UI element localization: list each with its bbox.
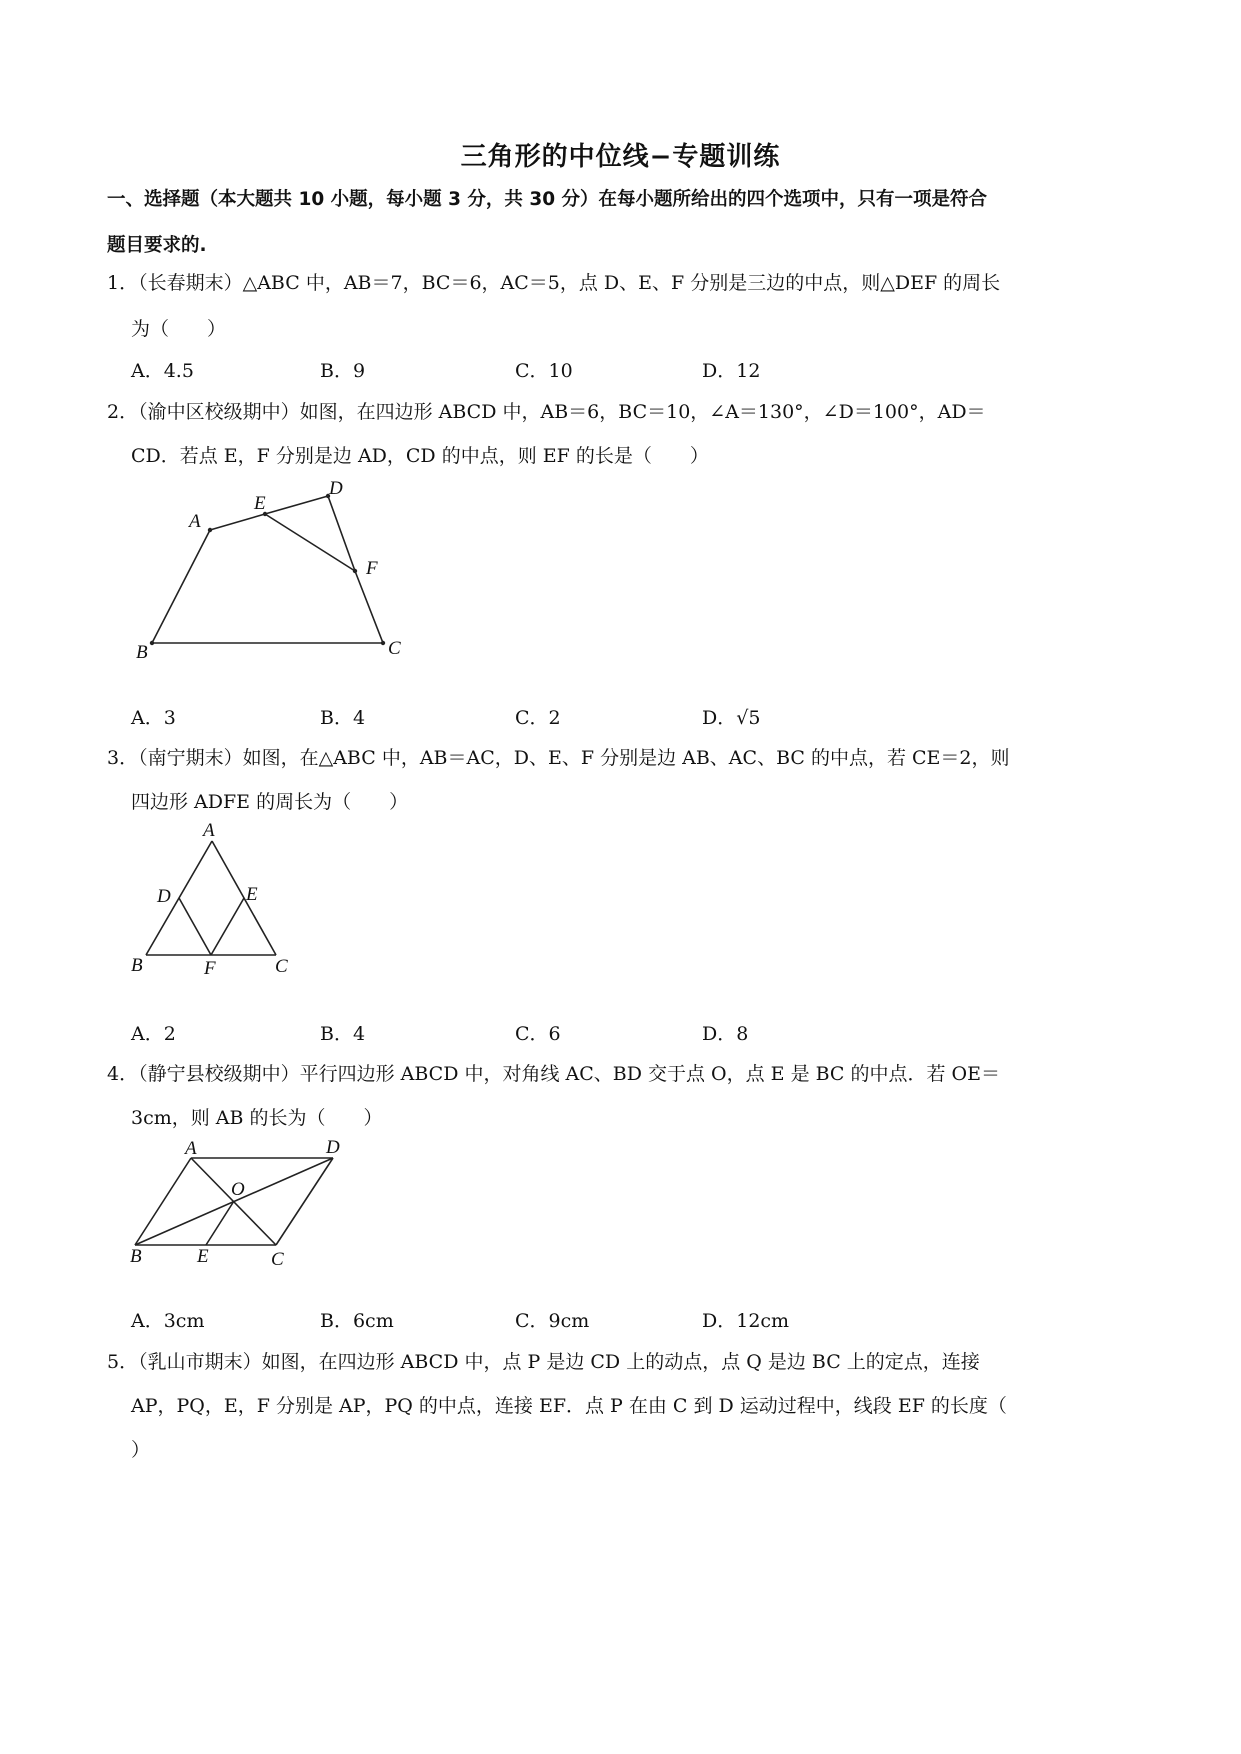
- question-4-option-a: A．3cm: [131, 1310, 205, 1332]
- question-3-line1: 3．（南宁期末）如图，在△ABC 中，AB＝AC，D、E、F 分别是边 AB、AC、BC 的中点，若 CE＝2，则: [107, 747, 1010, 769]
- question-3-line2: 四边形 ADFE 的周长为（ ）: [131, 791, 409, 813]
- question-1-line2: 为（ ）: [131, 318, 227, 340]
- figure-2-label-a: A: [189, 511, 201, 532]
- figure-4-label-a: A: [185, 1138, 197, 1159]
- quadrilateral-abcd-figure: [136, 478, 401, 663]
- question-3-option-c: C．6: [515, 1023, 561, 1045]
- figure-3-label-f: F: [204, 958, 216, 979]
- figure-3-label-e: E: [246, 884, 258, 905]
- section-heading-line1: 一、选择题（本大题共 10 小题，每小题 3 分，共 30 分）在每小题所给出的四个选项中，只有一项是符合: [107, 189, 988, 210]
- question-3-option-b: B．4: [320, 1023, 366, 1045]
- figure-3-label-d: D: [157, 886, 171, 907]
- figure-2-label-d: D: [329, 478, 343, 499]
- question-3-option-a: A．2: [131, 1023, 176, 1045]
- question-4-figure: [130, 1137, 340, 1270]
- question-4-option-b: B．6cm: [320, 1310, 394, 1332]
- section-heading-line2: 题目要求的.: [107, 235, 207, 256]
- figure-3-label-b: B: [131, 955, 143, 976]
- question-1-option-a: A．4.5: [131, 360, 194, 382]
- question-2-line1: 2．（渝中区校级期中）如图，在四边形 ABCD 中，AB＝6，BC＝10，∠A＝130°，∠D＝100°，AD＝: [107, 401, 986, 423]
- question-4-line1: 4．（静宁县校级期中）平行四边形 ABCD 中，对角线 AC、BD 交于点 O，点 E 是 BC 的中点．若 OE＝: [107, 1063, 1000, 1085]
- question-4-option-c: C．9cm: [515, 1310, 590, 1332]
- question-1-line1: 1．（长春期末）△ABC 中，AB＝7，BC＝6，AC＝5，点 D、E、F 分别是三边的中点，则△DEF 的周长: [107, 272, 1001, 294]
- figure-4-label-d: D: [326, 1137, 340, 1158]
- figure-4-label-o: O: [231, 1179, 245, 1200]
- question-5-line2: AP，PQ，E，F 分别是 AP，PQ 的中点，连接 EF．点 P 在由 C 到 D 运动过程中，线段 EF 的长度（: [131, 1395, 1007, 1417]
- figure-2-label-f: F: [366, 558, 378, 579]
- figure-3-label-a: A: [203, 820, 215, 841]
- question-4-option-d: D．12cm: [702, 1310, 790, 1332]
- figure-4-label-c: C: [271, 1249, 284, 1270]
- figure-4-label-b: B: [130, 1246, 142, 1267]
- question-2-line2: CD．若点 E，F 分别是边 AD，CD 的中点，则 EF 的长是（ ）: [131, 445, 709, 467]
- question-5-line1: 5．（乳山市期末）如图，在四边形 ABCD 中，点 P 是边 CD 上的动点，点 Q 是边 BC 上的定点，连接: [107, 1351, 980, 1373]
- page-title: 三角形的中位线−专题训练: [460, 142, 781, 172]
- question-1-option-c: C．10: [515, 360, 573, 382]
- question-3-figure: [131, 820, 288, 979]
- figure-2-label-b: B: [136, 642, 148, 663]
- figure-2-label-e: E: [254, 493, 266, 514]
- question-4-line2: 3cm，则 AB 的长为（ ）: [131, 1107, 383, 1129]
- question-5-line3: ）: [131, 1439, 151, 1461]
- question-1-option-b: B．9: [320, 360, 366, 382]
- figure-4-label-e: E: [197, 1246, 209, 1267]
- question-2-option-a: A．3: [131, 707, 176, 729]
- question-2-option-c: C．2: [515, 707, 561, 729]
- question-2-option-d: D．√5: [702, 707, 761, 729]
- figure-3-label-c: C: [275, 956, 288, 977]
- figure-2-label-c: C: [388, 638, 401, 659]
- question-1-option-d: D．12: [702, 360, 761, 382]
- question-2-option-b: B．4: [320, 707, 366, 729]
- question-3-option-d: D．8: [702, 1023, 749, 1045]
